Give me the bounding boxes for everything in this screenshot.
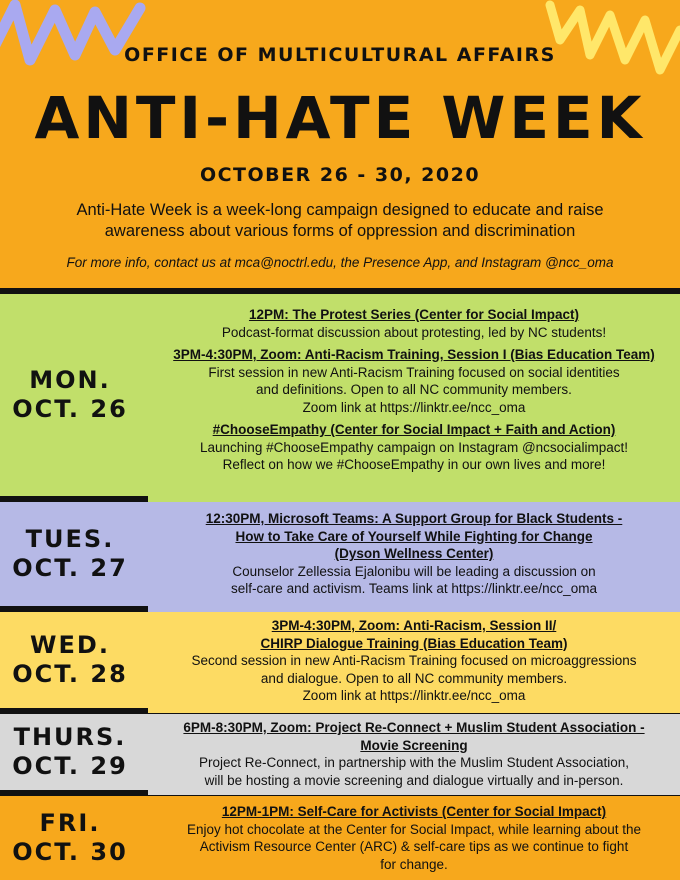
- events: [148, 796, 680, 880]
- events: [148, 502, 680, 614]
- event-title: 3PM-4:30PM, Zoom: Anti-Racism, Session II/: [271, 618, 557, 633]
- day-label: [0, 294, 140, 496]
- event: [148, 719, 680, 789]
- event-description: Launching #ChooseEmpathy campaign on Instagram @ncsocialimpact!: [200, 439, 628, 455]
- event: [148, 803, 680, 873]
- event-description: Enjoy hot chocolate at the Center for Social Impact, while learning about the: [186, 821, 642, 837]
- day-row-thursday: [0, 714, 680, 790]
- day-label: [0, 796, 140, 880]
- event-description: Reflect on how we #ChooseEmpathy in our own lives and more!: [222, 457, 606, 472]
- day-date: OCT. 30: [12, 838, 128, 866]
- day-name: THURS.: [13, 723, 127, 751]
- event-title: (Dyson Wellness Center): [334, 546, 494, 561]
- day-row-monday: [0, 294, 680, 496]
- day-name: WED.: [30, 631, 110, 659]
- event: [148, 421, 680, 474]
- day-date: OCT. 26: [12, 395, 128, 423]
- event-description: Counselor Zellessia Ejalonibu will be leading a discussion on: [232, 563, 596, 579]
- events: [148, 612, 680, 713]
- page-title: ANTI-HATE WEEK: [34, 84, 646, 152]
- events: [148, 294, 680, 508]
- day-label: [0, 612, 140, 708]
- event-title: How to Take Care of Yourself While Fighting for Change: [235, 528, 593, 544]
- event: [148, 510, 680, 598]
- event-title: 6PM-8:30PM, Zoom: Project Re-Connect + Muslim Student Association -: [183, 720, 645, 735]
- day-label: [0, 502, 140, 606]
- event-description: Activism Resource Center (ARC) & self-care tips as we continue to fight: [199, 839, 629, 854]
- event-description: self-care and activism. Teams link at https://linktr.ee/ncc_oma: [231, 581, 597, 596]
- event: [148, 617, 680, 705]
- event-description: Project Re-Connect, in partnership with the Muslim Student Association,: [199, 755, 629, 770]
- event-title: 3PM-4:30PM, Zoom: Anti-Racism Training, Session I (Bias Education Team): [173, 347, 655, 362]
- event-description: Zoom link at https://linktr.ee/ncc_oma: [302, 688, 526, 703]
- day-date: OCT. 27: [12, 554, 128, 582]
- event-title: #ChooseEmpathy (Center for Social Impact + Faith and Action): [212, 422, 616, 437]
- event-description: Podcast-format discussion about protesting, led by NC students!: [221, 324, 607, 340]
- event-description: and definitions. Open to all NC community members.: [256, 382, 572, 397]
- office-name: OFFICE OF MULTICULTURAL AFFAIRS: [124, 44, 556, 66]
- description: Anti-Hate Week is a week-long campaign designed to educate and raise awareness about various forms of oppression and discrimination: [76, 201, 604, 240]
- event-description: First session in new Anti-Racism Training focused on social identities: [208, 364, 620, 380]
- day-name: FRI.: [39, 809, 101, 837]
- events: [148, 714, 680, 795]
- event-title: 12PM-1PM: Self-Care for Activists (Center for Social Impact): [221, 804, 607, 819]
- event: [148, 346, 680, 416]
- contact-info: For more info, contact us at mca@noctrl.edu, the Presence App, and Instagram @ncc_oma: [66, 255, 614, 270]
- day-date: OCT. 28: [12, 660, 128, 688]
- event-description: will be hosting a movie screening and dialogue virtually and in-person.: [204, 772, 624, 788]
- day-date: OCT. 29: [12, 752, 128, 780]
- day-row-friday: [0, 796, 680, 880]
- event-description: and dialogue. Open to all NC community members.: [260, 670, 568, 686]
- event-dates: OCTOBER 26 - 30, 2020: [199, 164, 481, 186]
- event-title: CHIRP Dialogue Training (Bias Education Team): [260, 635, 568, 651]
- day-label: [0, 714, 140, 790]
- event-description: for change.: [380, 856, 448, 872]
- schedule: [0, 288, 680, 880]
- event: [148, 306, 680, 341]
- event-description: Second session in new Anti-Racism Training focused on microaggressions: [191, 653, 637, 668]
- day-name: TUES.: [25, 525, 115, 553]
- day-row-wednesday: [0, 612, 680, 708]
- event-description: Zoom link at https://linktr.ee/ncc_oma: [302, 399, 526, 415]
- event-title: Movie Screening: [360, 737, 468, 753]
- event-title: 12PM: The Protest Series (Center for Social Impact): [248, 307, 580, 322]
- day-name: MON.: [29, 366, 111, 394]
- event-title: 12:30PM, Microsoft Teams: A Support Group for Black Students -: [205, 511, 623, 526]
- day-row-tuesday: [0, 502, 680, 606]
